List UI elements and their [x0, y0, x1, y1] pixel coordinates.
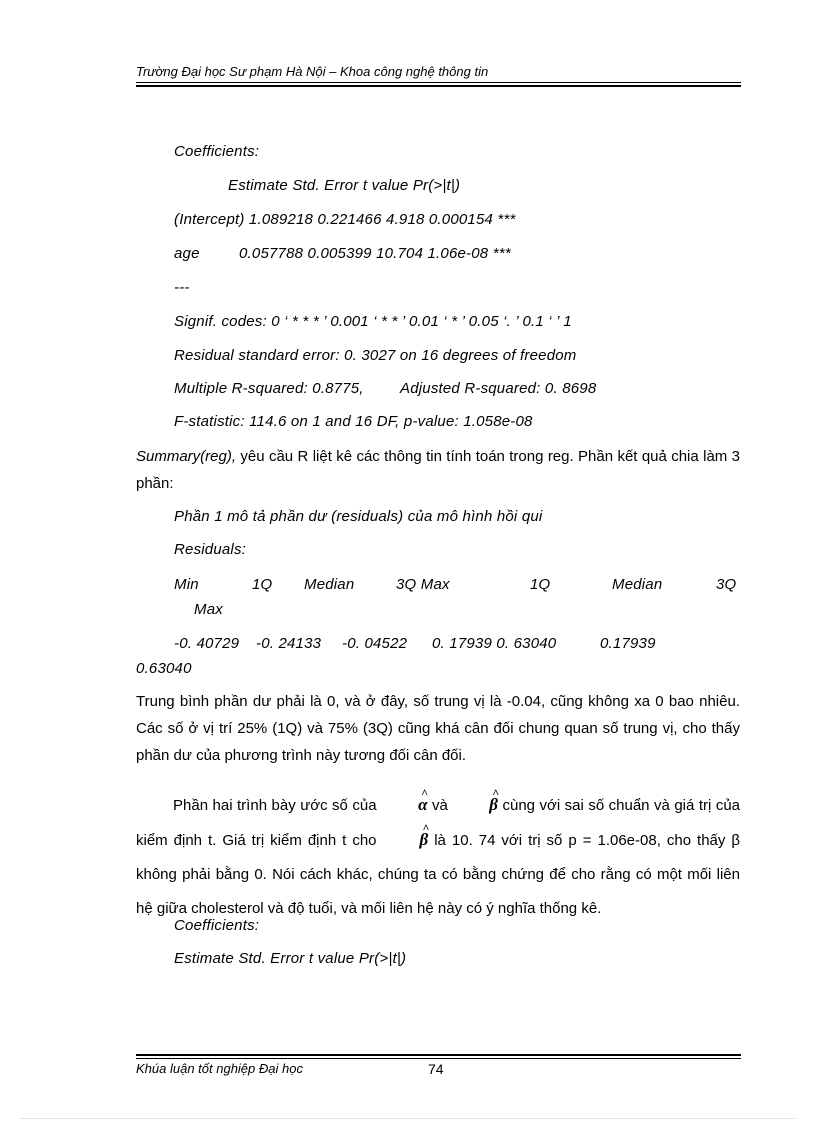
residuals-value-max-wrap: 0.63040 [136, 660, 192, 677]
alpha-hat-symbol: ^ α [381, 788, 427, 822]
residuals-header-3q-max: 3Q Max [396, 576, 450, 593]
header-rule-top [136, 82, 741, 83]
coefficients-column-header: Estimate Std. Error t value Pr(>|t|) [228, 177, 461, 194]
part1-title: Phần 1 mô tả phần dư (residuals) của mô hình hồi qui [174, 508, 543, 525]
beta-hat-symbol-2: ^ β [383, 823, 429, 857]
part2-text-3: cùng với sai số chuẩn và giá trị của kiểm định t. Giá trị kiểm định t cho [136, 797, 741, 849]
residuals-header-max-wrap: Max [194, 601, 223, 618]
part2-text-1: Phần hai trình bày ước số của [173, 797, 382, 814]
residuals-header-min: Min [174, 576, 199, 593]
summary-paragraph [136, 443, 740, 497]
summary-text: yêu cầu R liệt kê các thông tin tính toán trong reg. Phần kết quả chia làm 3 phần: [136, 448, 740, 492]
residuals-header-median: Median [304, 576, 355, 593]
page-number: 74 [428, 1061, 444, 1077]
residuals-header-3q-repeat: 3Q [716, 576, 737, 593]
adjusted-r-squared: Adjusted R-squared: 0. 8698 [400, 380, 597, 397]
summary-lead: Summary(reg), [136, 448, 237, 465]
page-header: Trường Đại học Sư phạm Hà Nội – Khoa công nghệ thông tin [136, 64, 489, 79]
residuals-value-3q-repeat: 0.17939 [600, 635, 656, 652]
coefficients-label-2: Coefficients: [174, 917, 260, 934]
coefficients-label: Coefficients: [174, 143, 260, 160]
residual-standard-error: Residual standard error: 0. 3027 on 16 degrees of freedom [174, 347, 577, 364]
residuals-header-1q-repeat: 1Q [530, 576, 551, 593]
footer-text: Khúa luận tốt nghiệp Đại học [136, 1061, 303, 1076]
beta-hat-symbol: ^ β [452, 788, 498, 822]
footer-rule-bottom [136, 1058, 741, 1059]
residuals-header-median-repeat: Median [612, 576, 663, 593]
page-bottom-dotted-border [20, 1118, 796, 1119]
coefficients-column-header-2: Estimate Std. Error t value Pr(>|t|) [174, 950, 407, 967]
residuals-value-3q-max: 0. 17939 0. 63040 [432, 635, 557, 652]
residuals-value-1q: -0. 24133 [256, 635, 322, 652]
part2-text-2: và [427, 797, 453, 814]
multiple-r-squared: Multiple R-squared: 0.8775, [174, 380, 364, 397]
part2-paragraph [136, 788, 740, 926]
separator-line: --- [174, 279, 190, 296]
residuals-label: Residuals: [174, 541, 247, 558]
age-row-label: age [174, 245, 200, 262]
residuals-value-min: -0. 40729 [174, 635, 240, 652]
part2-text-4: là 10. 74 với trị số p = 1.06e-08, cho thấy β không phải bằng 0. Nói cách khác, chúng ta có bằng chứng để cho rằng có một mối liên hệ giữa cholesterol và độ tuổi, và mối liên hệ này có ý nghĩa thống kê. [136, 832, 740, 917]
f-statistic: F-statistic: 114.6 on 1 and 16 DF, p-value: 1.058e-08 [174, 413, 533, 430]
age-row-values: 0.057788 0.005399 10.704 1.06e-08 *** [239, 245, 511, 262]
residuals-header-1q: 1Q [252, 576, 273, 593]
intercept-row: (Intercept) 1.089218 0.221466 4.918 0.000154 *** [174, 211, 516, 228]
residuals-value-median: -0. 04522 [342, 635, 408, 652]
mean-paragraph: Trung bình phần dư phải là 0, và ở đây, số trung vị là -0.04, cũng không xa 0 bao nhiêu. Các số ở vị trí 25% (1Q) và 75% (3Q) cũng khá cân đối chung quan số trung vị, cho thấy phần dư của phương trình này tương đối cân đối. [136, 693, 740, 764]
header-rule-bottom [136, 85, 741, 87]
signif-codes: Signif. codes: 0 ‘ * * * ’ 0.001 ‘ * * ’ 0.01 ‘ * ’ 0.05 ‘. ’ 0.1 ‘ ’ 1 [174, 313, 572, 330]
footer-rule-top [136, 1054, 741, 1056]
